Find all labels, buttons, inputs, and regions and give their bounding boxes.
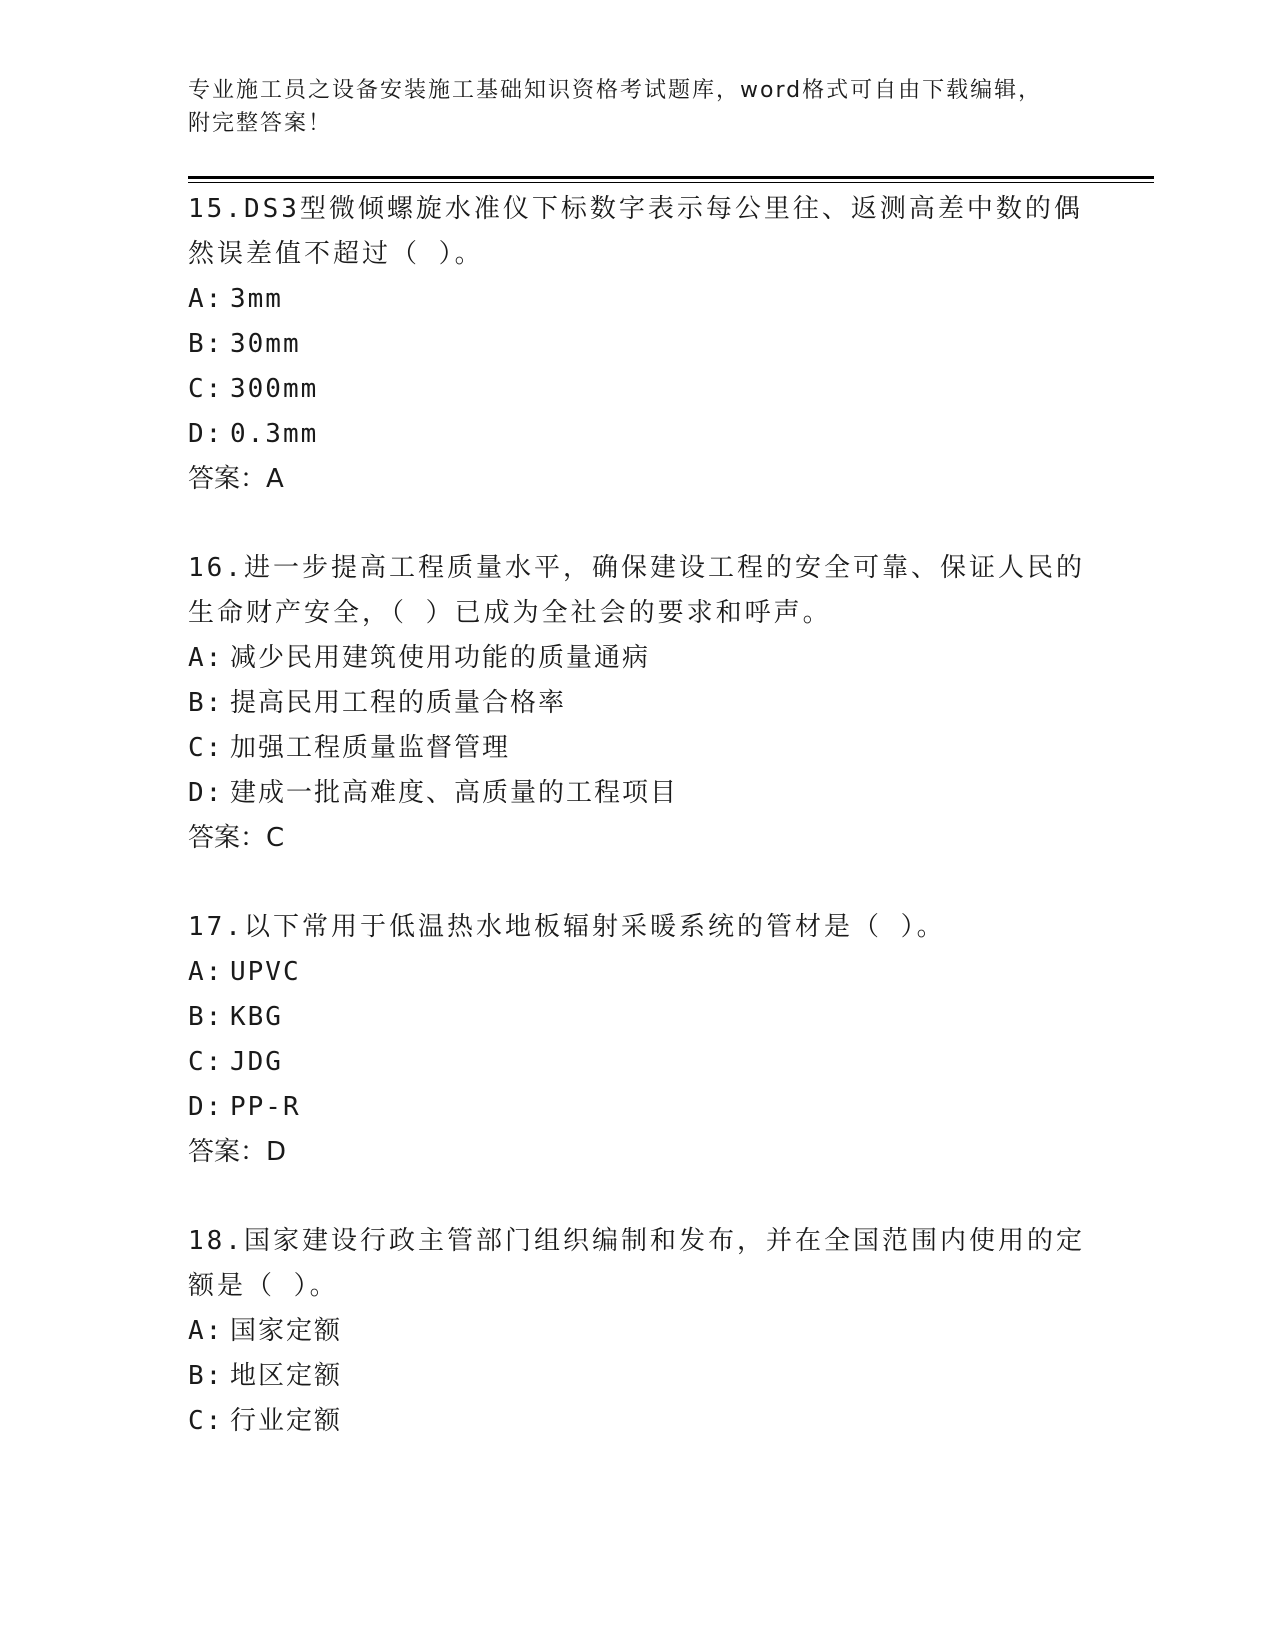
question-stem-line: 额是（ ）。 [188,1271,339,1301]
option-a [188,277,1088,322]
option-letter: C: [188,374,224,404]
option-b [188,995,1088,1040]
option-text: 减少民用建筑使用功能的质量通病 [230,643,651,673]
option-a [188,636,1088,681]
question-18 [188,1219,1088,1444]
question-list [188,187,1088,1488]
option-text: 0.3mm [230,419,319,449]
option-text: 行业定额 [230,1406,343,1436]
option-c [188,1040,1088,1085]
option-letter: D: [188,419,224,449]
option-d [188,771,1088,816]
document-header [188,74,1088,140]
header-rule-thin [188,182,1154,183]
option-text: 30mm [230,329,301,359]
header-line-1: 专业施工员之设备安装施工基础知识资格考试题库，word格式可自由下载编辑， [188,78,1043,103]
option-a [188,950,1088,995]
option-d [188,1085,1088,1130]
header-rule-thick [188,176,1154,179]
question-stem-line: 然误差值不超过（ ）。 [188,239,484,269]
option-letter: A: [188,284,224,314]
option-text: JDG [230,1047,283,1077]
option-b [188,322,1088,367]
option-letter: B: [188,1361,224,1391]
option-d [188,412,1088,457]
option-text: UPVC [230,957,301,987]
option-text: PP-R [230,1092,301,1122]
option-text: 提高民用工程的质量合格率 [230,688,567,718]
option-letter: A: [188,957,224,987]
answer-text: 答案：D [188,1137,287,1167]
question-stem-line: 17.以下常用于低温热水地板辐射采暖系统的管材是（ ）。 [188,912,946,942]
option-letter: C: [188,733,224,763]
question-15 [188,187,1088,502]
answer-text: 答案：A [188,464,284,494]
header-line-2: 附完整答案！ [188,111,333,136]
option-text: 3mm [230,284,283,314]
option-letter: C: [188,1406,224,1436]
option-letter: B: [188,1002,224,1032]
option-b [188,1354,1088,1399]
question-stem-line: 18.国家建设行政主管部门组织编制和发布，并在全国范围内使用的定 [188,1226,1085,1256]
option-text: 300mm [230,374,319,404]
option-letter: D: [188,778,224,808]
option-text: 建成一批高难度、高质量的工程项目 [230,778,679,808]
option-letter: B: [188,688,224,718]
option-letter: A: [188,643,224,673]
option-letter: B: [188,329,224,359]
option-text: 加强工程质量监督管理 [230,733,511,763]
option-a [188,1309,1088,1354]
option-text: 地区定额 [230,1361,343,1391]
option-text: 国家定额 [230,1316,343,1346]
question-stem-line: 15.DS3型微倾螺旋水准仪下标数字表示每公里往、返测高差中数的偶 [188,194,1083,224]
question-17 [188,905,1088,1175]
option-text: KBG [230,1002,283,1032]
option-c [188,367,1088,412]
option-b [188,681,1088,726]
option-letter: C: [188,1047,224,1077]
question-stem-line: 16.进一步提高工程质量水平，确保建设工程的安全可靠、保证人民的 [188,553,1085,583]
option-c [188,1399,1088,1444]
option-c [188,726,1088,771]
option-letter: A: [188,1316,224,1346]
question-stem-line: 生命财产安全，（ ）已成为全社会的要求和呼声。 [188,598,832,628]
question-16 [188,546,1088,861]
answer-text: 答案：C [188,823,285,853]
option-letter: D: [188,1092,224,1122]
